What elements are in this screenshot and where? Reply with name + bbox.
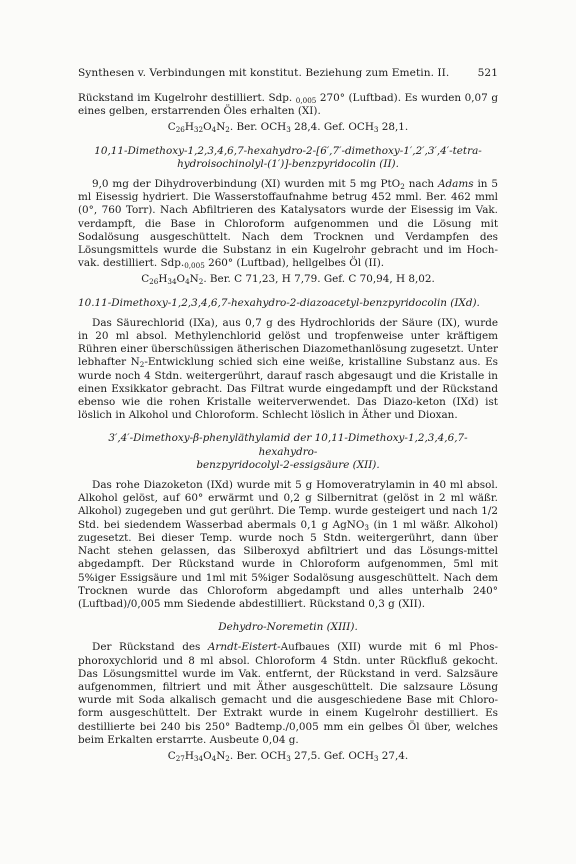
paragraph-amide: Das rohe Diazoketon (IXd) wurde mit 5 g Homoveratrylamin in 40 ml absol. Alkohol gelöst, auf 60° erwärmt und 0,2 g Silbernitrat (gelöst in 2 ml wäßr. Alkohol) zugegeben und gut gerührt. Die Temp. wurde gesteigert und nach 1/2 Std. bei siedendem Wasserbad abermals 0,1 g AgNO$_3$ (in 1 ml wäßr. Alkohol) zugesetzt. Bei dieser Temp. wurde noch 5 Stdn. weitergerührt, dann über Nacht stehen gelassen, das Silberoxyd abfiltriert und das Lösungs-mittel abgedampft. Der Rückstand wurde in Chloroform aufgenommen, 5ml mit 5%iger Essigsäure und 1ml mit 5%iger Sodalösung ausgeschüttelt. Nach dem Trocknen wurde das Chloroform abgedampft und alles unterhalb 240° (Luftbad)/0,005 mm Siedende abdestilliert. Rückstand 0,3 g (XII). — [78, 479, 498, 610]
paragraph-diazoketone: Das Säurechlorid (IXa), aus 0,7 g des Hydrochlorids der Säure (IX), wurde in 20 ml absol. Methylenchlorid gelöst und tropfenweise unter kräftigem Rühren einer überschüssigen ätherischen Diazomethanlösung zugesetzt. Unter lebhafter $N_2$-Entwicklung schied sich eine weiße, kristalline Substanz aus. Es wurde noch 4 Stdn. weitergerührt, darauf rasch abgesaugt und die Kristalle in einen Exsikkator gebracht. Das Filtrat wurde eingedampft und der Rückstand ebenso wie die rohen Kristalle weiterverwendet. Das Diazo-keton (IXd) ist löslich in Alkohol und Chloroform. Schlecht löslich in Äther und Dioxan. — [78, 316, 498, 422]
analysis-formula: $C_{26}H_{32}O_4N_2$. Ber. $OCH_3$ 28,4. Gef. $OCH_3$ 28,1. — [167, 121, 409, 135]
compound-heading-II: 10,11-Dimethoxy-1,2,3,4,6,7-hexahydro-2-[6′,7′-dimethoxy-1′,2′,3′,4′-tetra- hydroisochinolyl-(1′)]-benzpyridocolin (II). — [94, 144, 482, 170]
analysis-formula: $C_{26}H_{34}O_4N_2$. Ber. C 71,23, H 7,79. Gef. C 70,94, H 8,02. — [141, 273, 435, 287]
compound-heading-IXd: 10.11-Dimethoxy-1,2,3,4,6,7-hexahydro-2-diazoacetyl-benzpyridocolin (IXd). — [78, 296, 480, 309]
page-number: 521 — [477, 67, 498, 79]
analysis-formula: $C_{27}H_{34}O_4N_2$. Ber. $OCH_3$ 27,5. Gef. $OCH_3$ 27,4. — [167, 749, 409, 763]
article-body — [78, 92, 498, 766]
paragraph-residue: Rückstand im Kugelrohr destilliert. Sdp. $_{0,005}$ 270° (Luftbad). Es wurden 0,07 g eines gelben, erstarrenden Öles erhalten (XI). — [78, 92, 498, 118]
compound-heading-XII: 3′,4′-Dimethoxy-β-phenyläthylamid der 10,11-Dimethoxy-1,2,3,4,6,7-hexahydro- benzpyridocolyl-2-essigsäure (XII). — [108, 432, 468, 471]
paragraph-noremetin: Der Rückstand des Arndt-Eistert-Aufbaues (XII) wurde mit 6 ml Phos-phoroxychlorid und 8 ml absol. Chloroform 4 Stdn. unter Rückfluß gekocht. Das Lösungsmittel wurde im Vak. entfernt, der Rückstand in verd. Salzsäure aufgenommen, filtriert und mit Äther ausgeschüttelt. Die salzsaure Lösung wurde mit Soda alkalisch gemacht und die ausgeschiedene Base mit Chloro-form ausgeschüttelt. Der Extrakt wurde in einem Kugelrohr destilliert. Es destillierte bei 240 bis 250° Badtemp./0,005 mm ein gelbes Öl über, welches beim Erkalten erstarrte. Ausbeute 0,04 g. — [78, 641, 498, 746]
running-title: Synthesen v. Verbindungen mit konstitut. Beziehung zum Emetin. II. — [78, 67, 450, 79]
paragraph-hydrogenation: 9,0 mg der Dihydroverbindung (XI) wurden mit 5 mg PtO$_2$ nach Adams in 5 ml Eisessig hydriert. Die Wasserstoffaufnahme betrug 452 mml. Ber. 462 mml (0°, 760 Torr). Nach Abfiltrieren des Katalysators wurde der Eisessig im Vak. verdampft, die Base in Chloroform aufgenommen und die Lösung mit Sodalösung ausgeschüttelt. Nach dem Trocknen und Verdampfen des Lösungsmittels wurde die Substanz in ein Kugelrohr gebracht und im Hoch-vak. destilliert. $Sdp._{0,005}$ 260° (Luftbad), hellgelbes Öl (II). — [78, 178, 498, 271]
running-header — [78, 67, 498, 79]
compound-heading-XIII: Dehydro-Noremetin (XIII). — [218, 621, 358, 634]
